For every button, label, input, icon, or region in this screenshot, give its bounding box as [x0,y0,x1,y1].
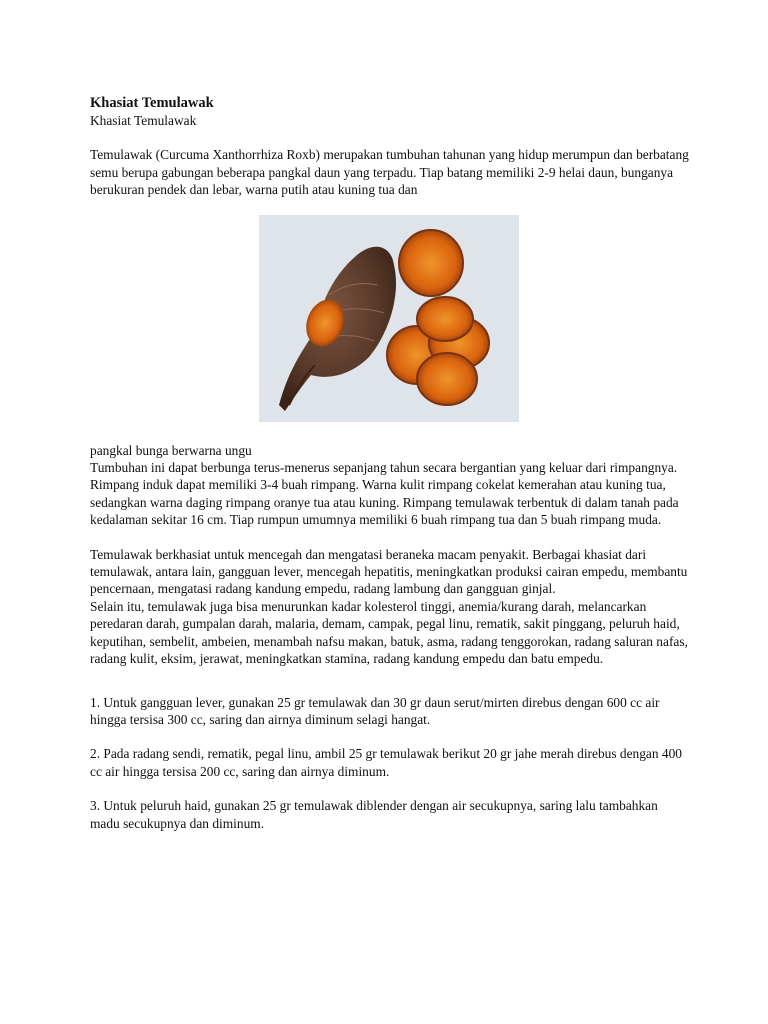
temulawak-rhizome-photo [259,215,519,422]
benefits-paragraph-2: Selain itu, temulawak juga bisa menurunkan kadar kolesterol tinggi, anemia/kurang darah, melancarkan peredaran darah, gumpalan darah, malaria, demam, campak, pegal linu, rematik, sakit pinggang, peluruh haid, keputihan, sembelit, ambeien, menambah nafsu makan, batuk, asma, radang tenggorokan, radang saluran nafas, radang kulit, eksim, jerawat, meningkatkan stamina, radang kandung empedu dan batu empedu. [90,598,688,667]
intro-paragraph: Temulawak (Curcuma Xanthorrhiza Roxb) merupakan tumbuhan tahunan yang hidup merumpun dan berbatang semu berupa gabungan beberapa pangkal daun yang terpadu. Tiap batang memiliki 2-9 helai daun, bunganya berukuran pendek dan lebar, warna putih atau kuning tua dan [90,147,689,198]
recipe-2: 2. Pada radang sendi, rematik, pegal linu, ambil 25 gr temulawak berikut 20 gr jahe merah direbus dengan 400 cc air hingga tersisa 200 cc, saring dan airnya diminum. [90,746,682,779]
article-subtitle: Khasiat Temulawak [90,113,197,128]
article [90,94,690,832]
slice-upper-right [417,297,473,341]
slice-top [399,230,463,296]
recipe-3: 3. Untuk peluruh haid, gunakan 25 gr temulawak diblender dengan air secukupnya, saring lalu tambahkan madu secukupnya dan diminum. [90,798,658,831]
benefits-paragraph-1: Temulawak berkhasiat untuk mencegah dan mengatasi beraneka macam penyakit. Berbagai khasiat dari temulawak, antara lain, gangguan lever, mencegah hepatitis, meningkatkan produksi cairan empedu, membantu pencernaan, mengatasi radang kandung empedu, radang lambung dan gangguan ginjal. [90,546,688,597]
growth-paragraph: Tumbuhan ini dapat berbunga terus-menerus sepanjang tahun secara bergantian yang keluar dari rimpangnya. Rimpang induk dapat memiliki 3-4 buah rimpang. Warna kulit rimpang cokelat kemerahan atau kuning tua, sedangkan warna daging rimpang oranye tua atau kuning. Rimpang temulawak terbentuk di dalam tanah pada kedalaman sekitar 16 cm. Tiap rumpun umumnya memiliki 6 buah rimpang tua dan 5 buah rimpang muda. [90,460,679,528]
slice-bottom [417,353,477,405]
recipe-1: 1. Untuk gangguan lever, gunakan 25 gr temulawak dan 30 gr daun serut/mirten direbus dengan 600 cc air hingga tersisa 300 cc, saring dan airnya diminum selagi hangat. [90,694,660,727]
article-title: Khasiat Temulawak [90,95,214,111]
after-image-line: pangkal bunga berwarna ungu [90,442,252,458]
rhizome-illustration [259,215,519,422]
